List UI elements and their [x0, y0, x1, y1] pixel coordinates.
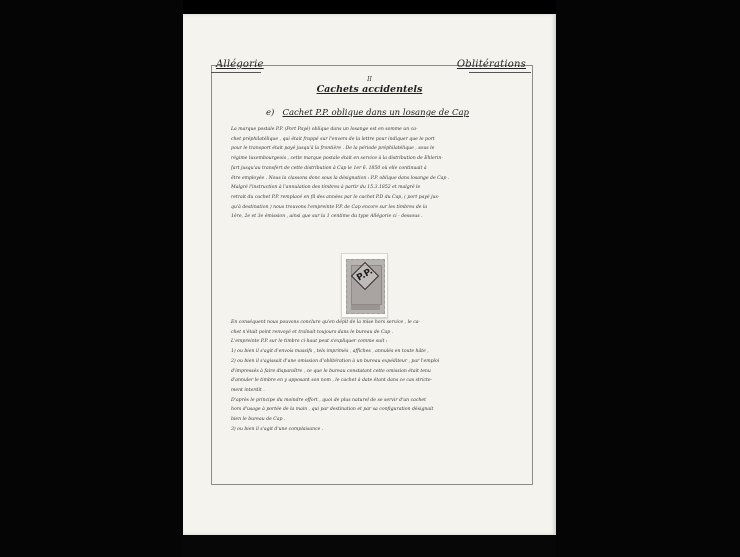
header-left-rule — [211, 72, 261, 73]
album-page — [183, 14, 556, 535]
paragraph-line: 1) ou bien il s'agit d'envois massifs , tels imprimés , affiches , annulés en toute hâte , — [231, 349, 429, 355]
pp-cancel-text: P.P. — [355, 266, 375, 284]
paragraph-line: 1ère, 2e et 3e émission , ainsi que sur la 1 centime du type Allégorie ci - dessous . — [231, 214, 423, 220]
paragraph-line: pour le transport était payé jusqu'à la frontière . De la période préphilatélique , sous le — [231, 146, 435, 152]
subtitle-marker: e) — [266, 108, 275, 118]
header-right-rule — [469, 72, 531, 73]
paragraph-1 — [231, 125, 509, 222]
paragraph-line: hors d'usage à portée de la main , qui par destination et par sa configuration désignait — [231, 407, 434, 413]
paragraph-line: qu'à destination ) nous trouvons l'empreinte P.P. de Cap encore sur les timbres de la — [231, 204, 428, 210]
postage-stamp — [346, 259, 385, 314]
paragraph-line: être employée . Nous la classons donc sous la désignation : P.P. oblique dans losange de Cap . — [231, 175, 450, 181]
section-number: II — [367, 76, 372, 83]
paragraph-line: Malgré l'instruction à l'annulation des timbres à partir du 15.3.1852 et malgré le — [231, 185, 421, 191]
header-right-label: Oblitérations — [456, 59, 526, 70]
stamp-value-tablet — [351, 305, 380, 310]
album-background-bottom — [183, 535, 556, 557]
paragraph-line: d'impressés à faire disparaître , ce que le bureau constatant cette omission était tenu — [231, 368, 431, 374]
header-left-label: Allégorie — [216, 59, 264, 70]
paragraph-line: 2) ou bien il s'agissait d'une omission d'oblitération à un bureau expéditeur , par l'emploi — [231, 358, 440, 364]
album-background-right — [556, 0, 740, 557]
paragraph-line: d'annuler le timbre en y apposant son nom , le cachet à date étant dans ce cas stricte- — [231, 378, 433, 384]
subtitle — [266, 108, 469, 118]
page-title: Cachets accidentels — [316, 84, 423, 95]
paragraph-line: La marque postale P.P. (Port Payé) oblique dans un losange est en somme un ca- — [231, 127, 418, 132]
paragraph-line: chet préphilatélique , qui était frappé sur l'envers de la lettre pour indiquer que le port — [231, 136, 435, 142]
paragraph-line: fart jusqu'au transfert de cette distribution à Cap le 1er 6. 1850 où elle continuait à — [231, 165, 427, 171]
paragraph-line: bien le bureau de Cap . — [231, 417, 286, 423]
paragraph-line: En conséquent nous pouvons conclure qu'en dépit de la mise hors service , le ca- — [231, 320, 421, 325]
subtitle-text: Cachet P.P. oblique dans un losange de Cap — [282, 108, 469, 118]
paragraph-line: L'empreinte P.P. sur le timbre ci-haut peut s'expliquer comme suit : — [231, 339, 388, 345]
album-background-left — [0, 0, 183, 557]
stamp-mount — [341, 253, 388, 318]
paragraph-2 — [231, 318, 509, 434]
paragraph-line: D'après le principe du moindre effort , quoi de plus naturel de se servir d'un cachet — [231, 397, 426, 403]
paragraph-line: retrait du cachet P.P. remplacé en fil des années par le cachet P.D du Cap, ( port payé jus- — [231, 194, 440, 200]
paragraph-line: chet n'était point renvoyé et traînait toujours dans le bureau de Cap . — [231, 329, 394, 335]
paragraph-line: régime luxembourgeois , cette marque postale était en service à la distribution de Ehlerin- — [231, 156, 443, 162]
paragraph-line: 3) ou bien il s'agit d'une complaisance . — [231, 426, 324, 432]
paragraph-line: ment interdit . — [231, 387, 265, 393]
